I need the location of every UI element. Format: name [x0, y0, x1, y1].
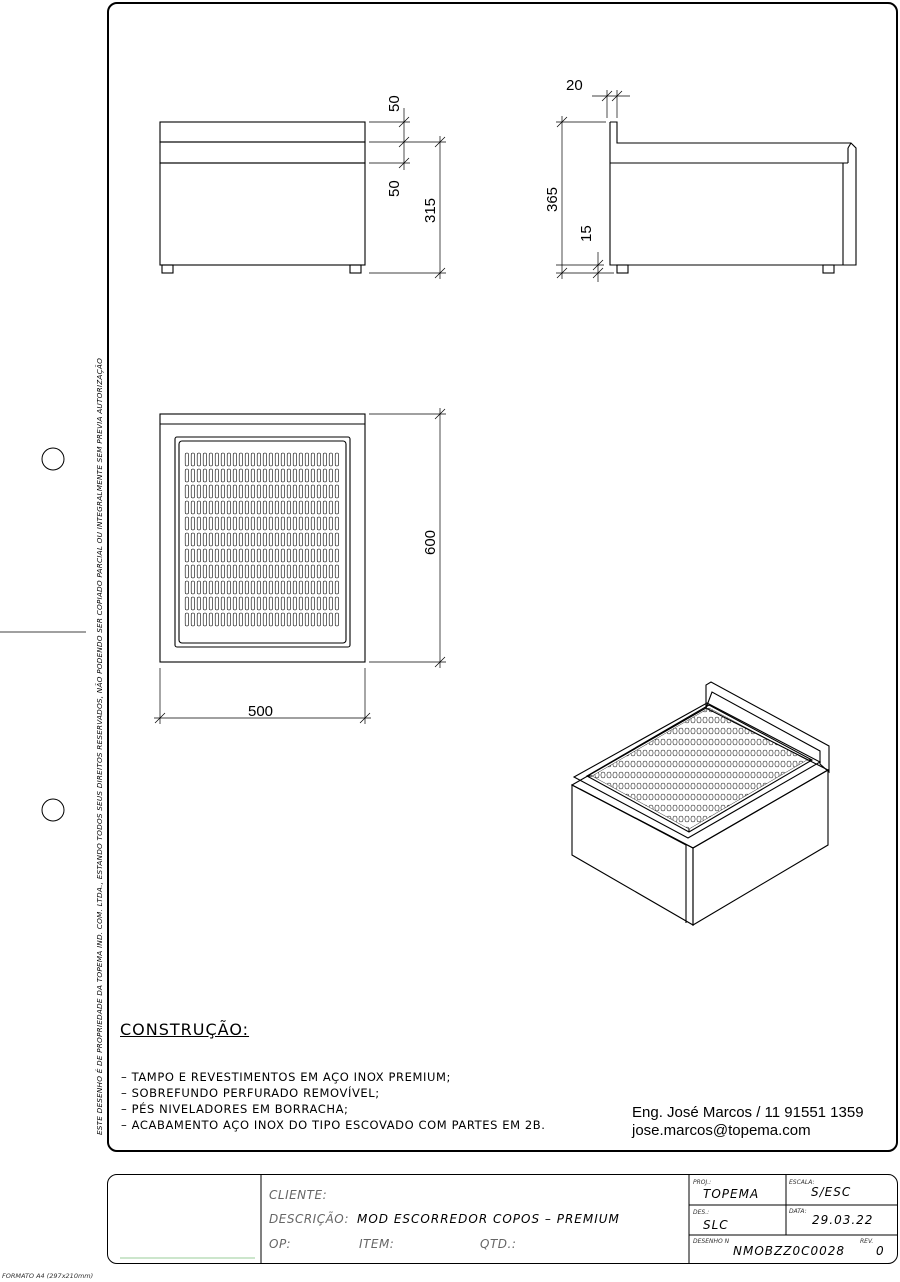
escala-label: ESCALA:: [789, 1179, 815, 1186]
format-note: FORMATO A4 (297x210mm): [2, 1272, 94, 1280]
data-value: 29.03.22: [812, 1213, 874, 1227]
contact-phone: Eng. José Marcos / 11 91551 1359: [632, 1104, 864, 1121]
op-label: OP:: [269, 1237, 292, 1251]
proj-label: PROJ.:: [693, 1179, 712, 1186]
contact-email: jose.marcos@topema.com: [632, 1122, 811, 1139]
cliente-label: CLIENTE:: [269, 1188, 328, 1202]
dim-front-top-1: 50: [386, 95, 403, 112]
descricao-label: DESCRIÇÃO:: [269, 1212, 349, 1226]
construction-title: CONSTRUÇÃO:: [120, 1020, 250, 1039]
escala-value: S/ESC: [811, 1185, 852, 1199]
item-label: ITEM:: [359, 1237, 395, 1251]
dim-side-height: 365: [544, 186, 561, 212]
dim-plan-width: 500: [248, 703, 274, 720]
des-label: DES.:: [693, 1209, 710, 1216]
dim-side-lip: 20: [566, 77, 583, 94]
qtd-label: QTD.:: [480, 1237, 517, 1251]
dim-front-height: 315: [422, 197, 439, 223]
construction-item: – SOBREFUNDO PERFURADO REMOVÍVEL;: [121, 1086, 380, 1100]
copyright-note: ESTE DESENHO É DE PROPRIEDADE DA TOPEMA IND. COM. LTDA., ESTANDO TODOS SEUS DIREITOS RESERVADOS, NÃO PODENDO SER COPIADO PARCIAL OU INTEGRALMENTE SEM PREVIA AUTORIZAÇÃO: [95, 357, 104, 1135]
des-value: SLC: [703, 1218, 729, 1232]
construction-item: – PÉS NIVELADORES EM BORRACHA;: [121, 1102, 349, 1116]
rev-value: 0: [876, 1244, 885, 1258]
data-label: DATA:: [789, 1208, 807, 1215]
construction-item: – TAMPO E REVESTIMENTOS EM AÇO INOX PREMIUM;: [121, 1070, 452, 1084]
proj-value: TOPEMA: [703, 1187, 760, 1201]
desenho-value: NMOBZZ0C0028: [733, 1244, 846, 1258]
descricao-value: MOD ESCORREDOR COPOS – PREMIUM: [357, 1212, 620, 1226]
dim-side-foot: 15: [578, 225, 595, 242]
dim-front-top-2: 50: [386, 180, 403, 197]
desenho-label: DESENHO N: [693, 1238, 730, 1245]
construction-item: – ACABAMENTO AÇO INOX DO TIPO ESCOVADO COM PARTES EM 2B.: [121, 1118, 546, 1132]
rev-label: REV.: [860, 1238, 874, 1245]
dim-plan-depth: 600: [422, 529, 439, 555]
